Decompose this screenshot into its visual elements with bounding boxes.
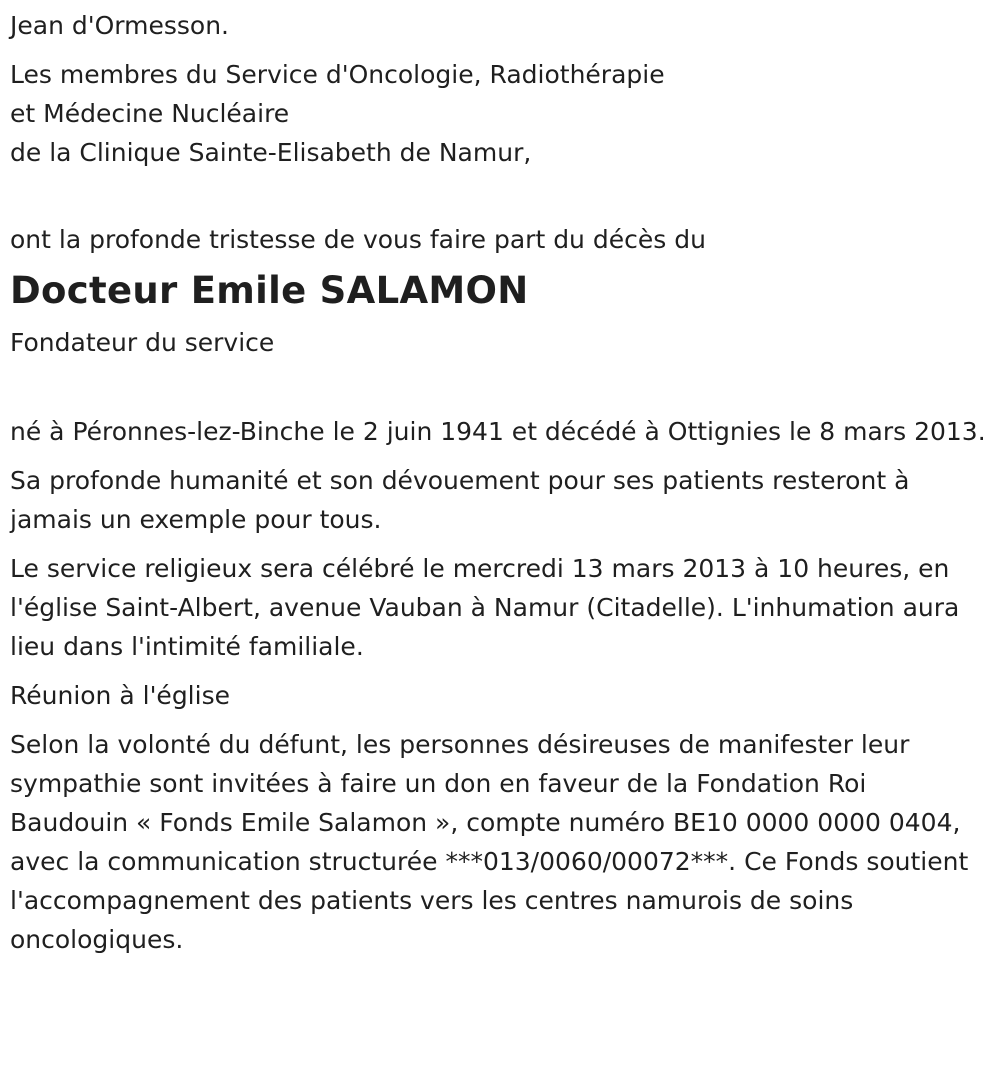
sender-line: Les membres du Service d'Oncologie, Radiothérapie [10,60,665,89]
spacer [10,182,990,220]
sender-line: et Médecine Nucléaire [10,99,290,128]
birth-death-text: né à Péronnes-lez-Binche le 2 juin 1941 et décédé à Ottignies le 8 mars 2013. [10,417,986,446]
quote-attribution: Jean d'Ormesson. [10,11,229,40]
announcement-text: ont la profonde tristesse de vous faire part du décès du [10,225,706,254]
service-details-text: Le service religieux sera célébré le mercredi 13 mars 2013 à 10 heures, en l'église Saint-Albert, avenue Vauban à Namur (Citadelle). L'inhumation aura lieu dans l'intimité familiale. [10,554,960,661]
spacer [10,372,990,412]
meeting-text: Réunion à l'église [10,681,230,710]
senders-block [10,55,990,172]
tribute-text: Sa profonde humanité et son dévouement pour ses patients resteront à jamais un exemple pour tous. [10,466,910,534]
sender-line: de la Clinique Sainte-Elisabeth de Namur, [10,138,532,167]
deceased-name: Docteur Emile SALAMON [10,269,529,312]
role-text: Fondateur du service [10,328,275,357]
donation-text: Selon la volonté du défunt, les personnes désireuses de manifester leur sympathie sont invitées à faire un don en faveur de la Fondation Roi Baudouin « Fonds Emile Salamon », compte numéro BE10 0000 0000 0404, avec la communication structurée ***013/0060/00072***. Ce Fonds soutient l'accompagnement des patients vers les centres namurois de soins oncologiques. [10,730,969,954]
